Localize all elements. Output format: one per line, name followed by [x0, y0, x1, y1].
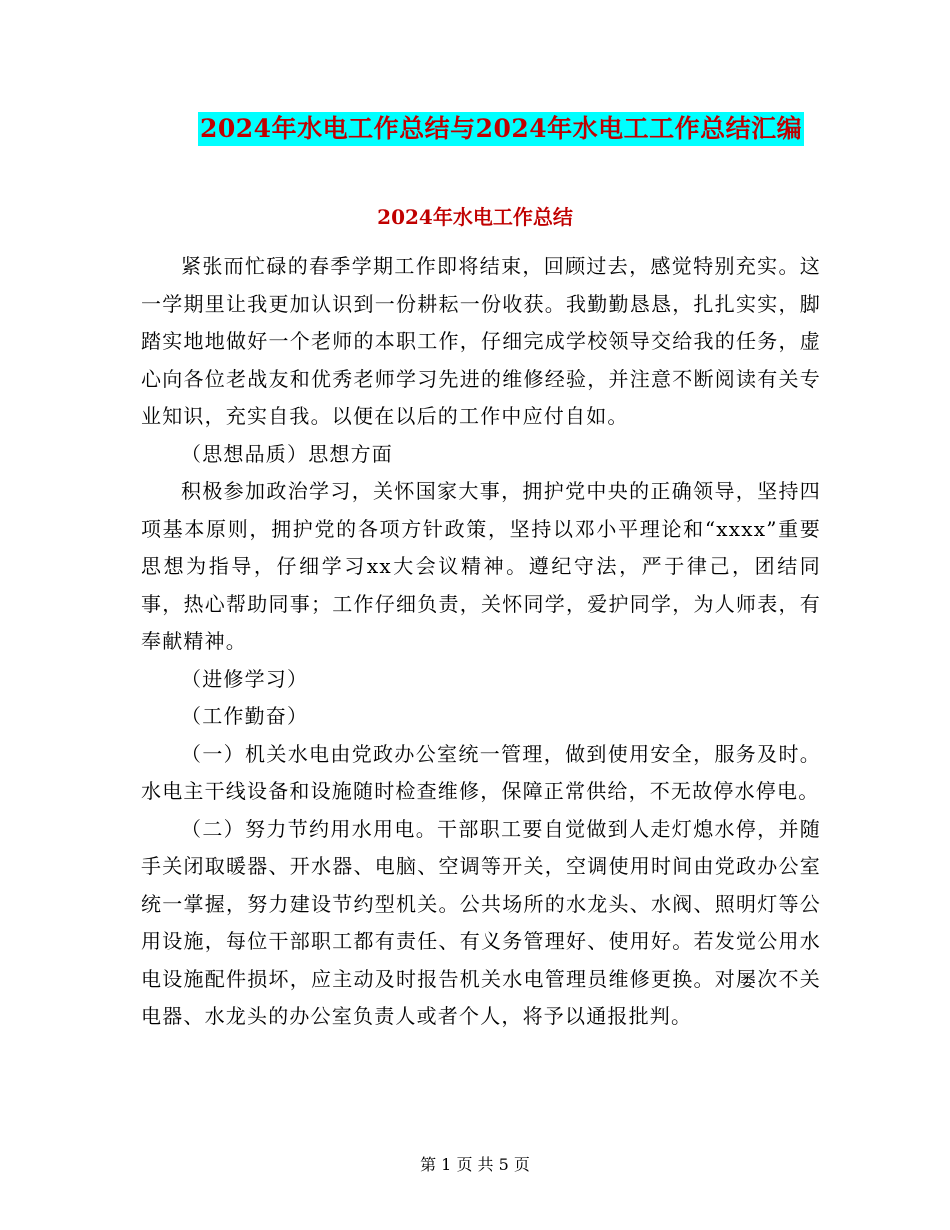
paragraph-intro: 紧张而忙碌的春季学期工作即将结束，回顾过去，感觉特别充实。这一学期里让我更加认识到一份耕耘一份收获。我勤勤恳恳，扎扎实实，脚踏实地地做好一个老师的本职工作，仔细完成学校领导交给我的任务，虚心向各位老战友和优秀老师学习先进的维修经验，并注意不断阅读有关专业知识，充实自我。以便在以后的工作中应付自如。: [141, 254, 821, 428]
paragraph-ideology: 积极参加政治学习，关怀国家大事，拥护党中央的正确领导，坚持四项基本原则，拥护党的各项方针政策，坚持以邓小平理论和“xxxx”重要思想为指导，仔细学习xx大会议精神。遵纪守法，严于律己，团结同事，热心帮助同事；工作仔细负责，关怀同学，爱护同学，为人师表，有奉献精神。: [141, 479, 821, 653]
paragraph-item-2: （二）努力节约用水用电。干部职工要自觉做到人走灯熄水停，并随手关闭取暖器、开水器、电脑、空调等开关，空调使用时间由党政办公室统一掌握，努力建设节约型机关。公共场所的水龙头、水阀、照明灯等公用设施，每位干部职工都有责任、有义务管理好、使用好。若发觉公用水电设施配件损坏，应主动及时报告机关水电管理员维修更换。对屡次不关电器、水龙头的办公室负责人或者个人，将予以通报批判。: [141, 816, 821, 1028]
heading-study: （进修学习）: [181, 666, 309, 691]
document-title: 2024年水电工作总结与2024年水电工工作总结汇编: [198, 112, 804, 146]
section-title: 2024年水电工作总结: [377, 205, 573, 229]
document-body: [141, 248, 821, 1036]
heading-diligence: （工作勤奋）: [181, 704, 309, 728]
heading-ideology: （思想品质）思想方面: [181, 441, 393, 466]
page-number-footer: 第 1 页 共 5 页: [420, 1155, 530, 1174]
paragraph-item-1: （一）机关水电由党政办公室统一管理，做到使用安全，服务及时。水电主干线设备和设施随时检查维修，保障正常供给，不无故停水停电。: [141, 741, 821, 803]
